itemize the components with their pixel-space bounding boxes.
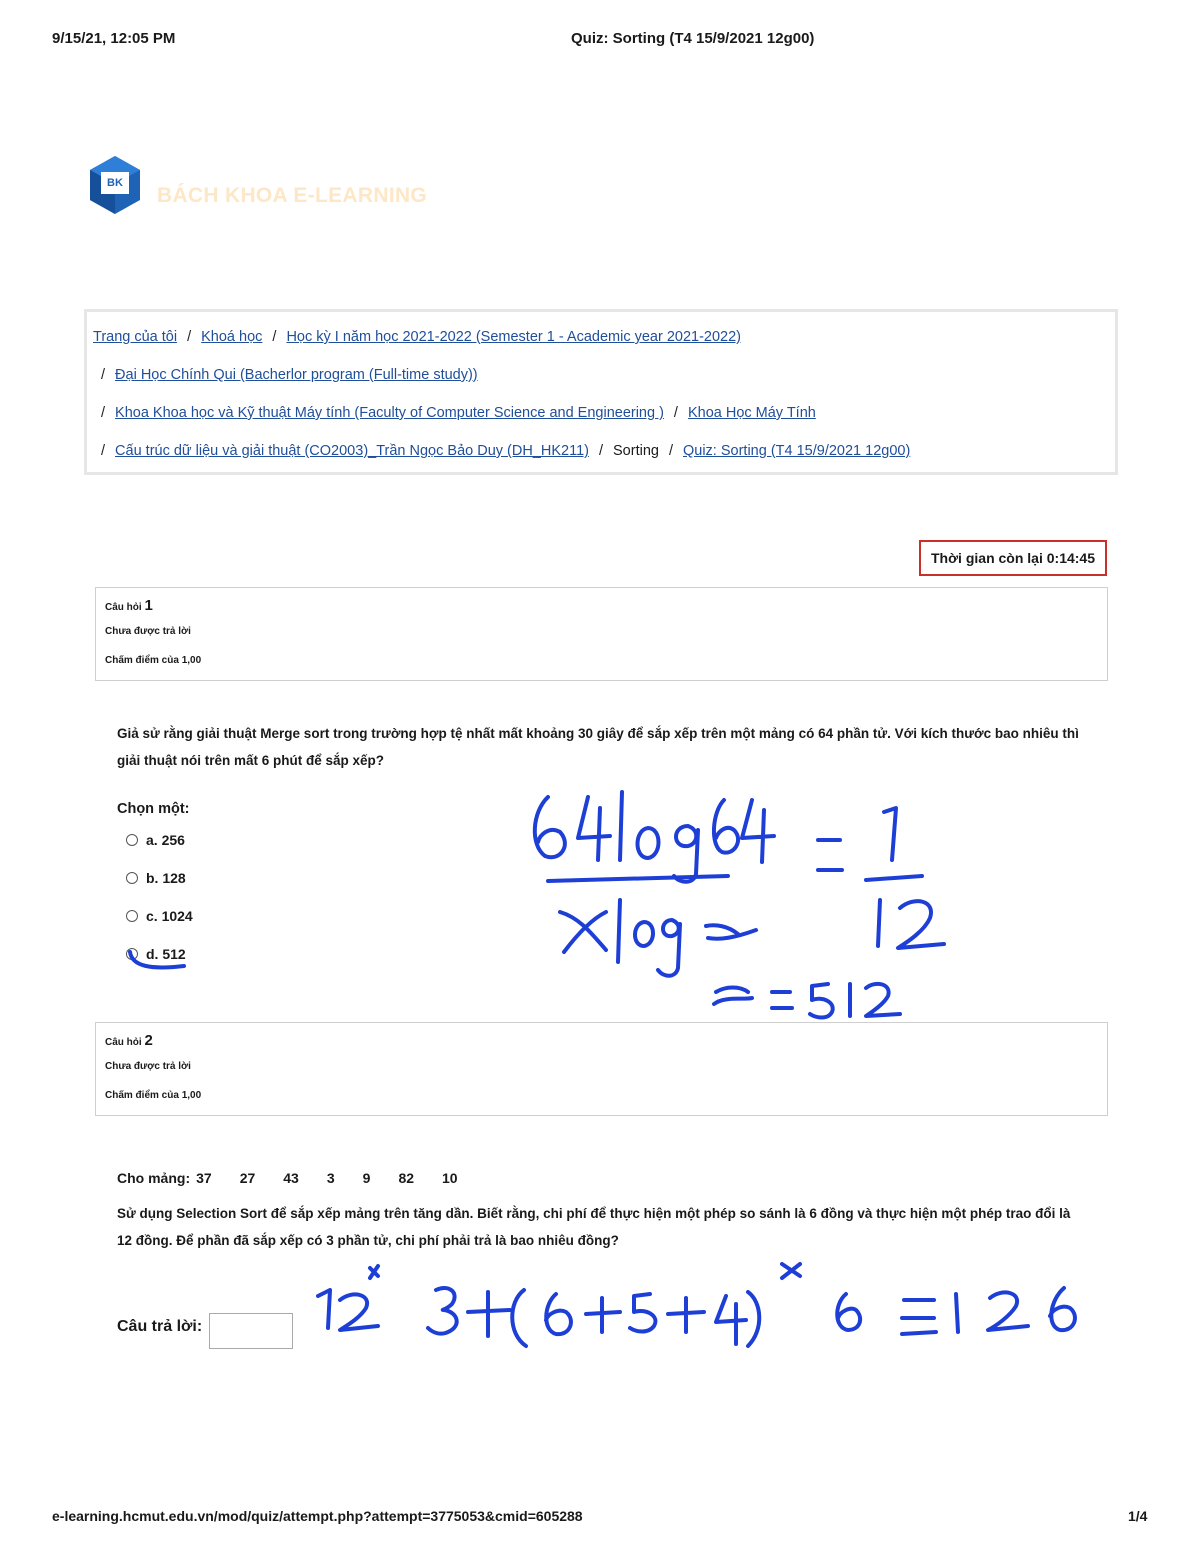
time-remaining: Thời gian còn lại 0:14:45 <box>919 540 1107 576</box>
breadcrumb-separator: / <box>673 405 678 421</box>
array-value: 37 <box>196 1170 212 1186</box>
array-label: Cho mảng: <box>117 1170 191 1186</box>
question-label: Câu hỏi <box>105 1037 142 1048</box>
question-1-status: Chưa được trả lời <box>105 626 191 637</box>
breadcrumb-separator: / <box>272 329 277 345</box>
answer-label: Câu trả lời: <box>117 1318 203 1335</box>
breadcrumb-separator: / <box>101 405 106 421</box>
breadcrumb-separator: / <box>101 367 106 383</box>
breadcrumb-separator: / <box>187 329 192 345</box>
breadcrumb-courses[interactable]: Khoá học <box>201 329 263 345</box>
array-value: 27 <box>239 1170 256 1186</box>
array-value: 3 <box>326 1170 335 1186</box>
question-1-marks: Chấm điểm của 1,00 <box>105 655 202 666</box>
option-a-label: a. 256 <box>146 832 185 848</box>
print-datetime: 9/15/21, 12:05 PM <box>52 30 176 47</box>
breadcrumb-separator: / <box>101 443 106 459</box>
question-2-status: Chưa được trả lời <box>105 1061 191 1072</box>
question-1-prompt: Chọn một: <box>117 801 190 817</box>
brand-name[interactable]: BÁCH KHOA E-LEARNING <box>157 184 428 207</box>
breadcrumb-separator: / <box>598 443 603 459</box>
breadcrumb-faculty[interactable]: Khoa Khoa học và Kỹ thuật Máy tính (Faculty of Computer Science and Engineering ) <box>115 405 664 421</box>
option-c-label: c. 1024 <box>146 908 193 924</box>
breadcrumb-semester[interactable]: Học kỳ I năm học 2021-2022 (Semester 1 - Academic year 2021-2022) <box>286 329 742 345</box>
question-1-text: Giả sử rằng giải thuật Merge sort trong trường hợp tệ nhất mất khoảng 30 giây để sắp xếp trên một mảng có 64 phần tử. Với kích thước bao nhiêu thì giải thuật nói trên mất 6 phút để sắp xếp? <box>117 726 1079 768</box>
logo-abbrev: BK <box>107 177 123 189</box>
print-page-number: 1/4 <box>1128 1508 1148 1524</box>
breadcrumb-program[interactable]: Đại Học Chính Qui (Bacherlor program (Full-time study)) <box>115 367 478 383</box>
print-page-title: Quiz: Sorting (T4 15/9/2021 12g00) <box>571 30 815 47</box>
question-2-text: Sử dụng Selection Sort để sắp xếp mảng trên tăng dần. Biết rằng, chi phí để thực hiện một phép so sánh là 6 đồng và thực hiện một phép trao đổi là 12 đồng. Để phần đã sắp xếp có 3 phần tử, chi phí phải trả là bao nhiêu đồng? <box>117 1206 1071 1248</box>
array-value: 10 <box>442 1170 458 1186</box>
question-label: Câu hỏi <box>105 602 142 613</box>
option-b-label: b. 128 <box>146 870 186 886</box>
array-value: 43 <box>283 1170 299 1186</box>
breadcrumb-separator: / <box>668 443 673 459</box>
option-d-label: d. 512 <box>146 946 186 962</box>
question-number: 1 <box>144 597 153 614</box>
breadcrumb-course[interactable]: Cấu trúc dữ liệu và giải thuật (CO2003)_Trần Ngọc Bảo Duy (DH_HK211) <box>115 443 589 459</box>
question-number: 2 <box>144 1032 153 1049</box>
breadcrumb-quiz[interactable]: Quiz: Sorting (T4 15/9/2021 12g00) <box>682 443 911 459</box>
breadcrumb-section: Sorting <box>613 443 659 459</box>
array-value: 82 <box>398 1170 415 1186</box>
print-url: e-learning.hcmut.edu.vn/mod/quiz/attempt.php?attempt=3775053&cmid=605288 <box>52 1508 583 1524</box>
breadcrumb-department[interactable]: Khoa Học Máy Tính <box>687 405 816 421</box>
breadcrumb-home[interactable]: Trang của tôi <box>93 329 178 345</box>
array-value: 9 <box>362 1170 371 1186</box>
question-2-marks: Chấm điểm của 1,00 <box>105 1090 202 1101</box>
